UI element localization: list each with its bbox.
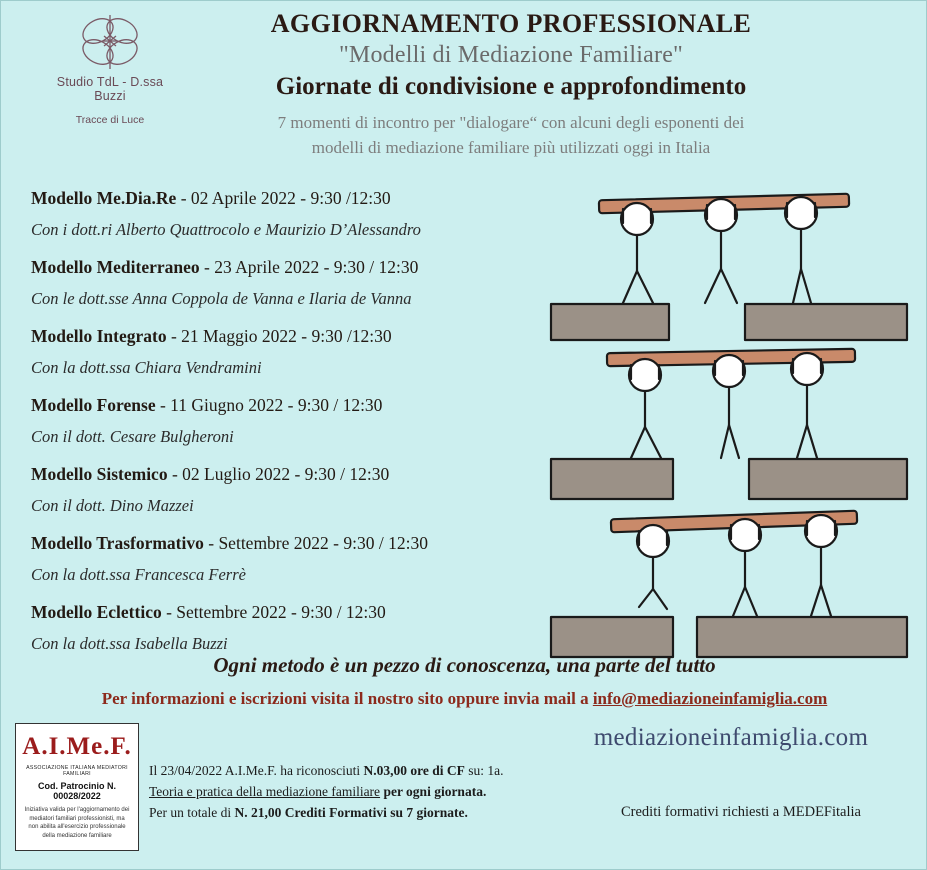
description-line-2: modelli di mediazione familiare più utilizzati oggi in Italia [311,137,711,157]
program-model-details: - 11 Giugno 2022 - 9:30 / 12:30 [155,395,383,415]
program-speakers: Con il dott. Dino Mazzei [31,496,194,516]
medef-credits: Crediti formativi richiesti a MEDEFitalia [620,804,861,820]
list-item [31,185,541,243]
list-item [31,392,541,450]
teamwork-illustration [549,179,909,659]
credits-line-1a: Il 23/04/2022 A.I.Me.F. ha riconosciuti [149,763,364,778]
credits-line-2a: Teoria e pratica della mediazione familiare [149,783,381,799]
program-model-name: Modello Sistemico [31,464,168,484]
studio-name: Studio TdL - D.ssa Buzzi [56,75,164,103]
program-model-name: Modello Integrato [31,326,167,346]
contact-line [1,689,927,709]
program-model-details: - 21 Maggio 2022 - 9:30 /12:30 [166,326,392,346]
program-model-details: - 23 Aprile 2022 - 9:30 / 12:30 [199,257,419,277]
program-entry-title [31,185,541,211]
aimef-disclaimer: Iniziativa valida per l'aggiornamento dei mediatori familiari professionisti, ma non abilita all'esercizio professionale della mediazione familiare [24,807,130,840]
credits-text [149,761,569,824]
program-model-details: - 02 Aprile 2022 - 9:30 /12:30 [176,188,391,208]
contact-email-link[interactable]: info@mediazioneinfamiglia.com [592,689,828,708]
credits-line-3 [149,803,569,824]
studio-tagline: Tracce di Luce [75,114,145,126]
description-line-1: 7 momenti di incontro per "dialogare“ con alcuni degli esponenti dei [277,113,745,132]
page-third-title: Giornate di condivisione e approfondimento [275,73,747,100]
program-model-name: Modello Me.Dia.Re [31,188,177,208]
list-item [31,599,541,657]
page-description [161,111,861,160]
program-entry-title [31,599,541,625]
program-model-name: Modello Trasformativo [31,533,204,553]
aimef-association-name: ASSOCIAZIONE ITALIANA MEDIATORI FAMILIARI [26,765,128,777]
program-model-name: Modello Forense [31,395,156,415]
people-carrying-plank-icon [549,179,909,659]
page-subtitle: "Modelli di Mediazione Familiare" [338,42,684,68]
studio-logo [45,11,175,126]
motto-text: Ogni metodo è un pezzo di conoscenza, una parte del tutto [213,653,716,677]
credits-line-3b: N. 21,00 Crediti Formativi su 7 giornate. [234,804,468,820]
list-item [31,461,541,519]
credits-line-2b: per ogni giornata. [380,783,487,799]
program-speakers: Con i dott.ri Alberto Quattrocolo e Maurizio D’Alessandro [31,220,421,240]
credits-line-1 [149,761,569,782]
list-item [31,323,541,381]
program-model-details: - Settembre 2022 - 9:30 / 12:30 [203,533,428,553]
list-item [31,530,541,588]
program-model-name: Modello Eclettico [31,602,162,622]
program-speakers: Con il dott. Cesare Bulgheroni [31,427,234,447]
program-entry-title [31,461,541,487]
program-model-name: Modello Mediterraneo [31,257,200,277]
program-list [31,185,541,668]
program-entry-title [31,254,541,280]
page-title: AGGIORNAMENTO PROFESSIONALE [270,9,752,38]
credits-line-1c: su: 1a. [464,763,504,778]
website-url[interactable]: mediazioneinfamiglia.com [593,724,869,751]
poster-header [161,9,861,160]
program-entry-title [31,530,541,556]
program-speakers: Con la dott.ssa Isabella Buzzi [31,634,228,654]
credits-line-2 [149,782,569,803]
list-item [31,254,541,312]
program-entry-title [31,392,541,418]
program-speakers: Con la dott.ssa Chiara Vendramini [31,358,262,378]
credits-line-3a: Per un totale di [149,804,235,820]
contact-prefix: Per informazioni e iscrizioni visita il nostro sito oppure invia mail a [101,689,593,708]
aimef-code: Cod. Patrocinio N. 00028/2022 [37,781,116,801]
program-entry-title [31,323,541,349]
program-model-details: - Settembre 2022 - 9:30 / 12:30 [161,602,386,622]
program-model-details: - 02 Luglio 2022 - 9:30 / 12:30 [167,464,390,484]
program-speakers: Con le dott.sse Anna Coppola de Vanna e Ilaria de Vanna [31,289,412,309]
aimef-badge [15,723,139,851]
aimef-logo-text: A.I.Me.F. [22,733,132,760]
credits-line-1b: N.03,00 ore di CF [363,763,465,778]
program-speakers: Con la dott.ssa Francesca Ferrè [31,565,246,585]
knot-logo-icon [67,11,153,73]
